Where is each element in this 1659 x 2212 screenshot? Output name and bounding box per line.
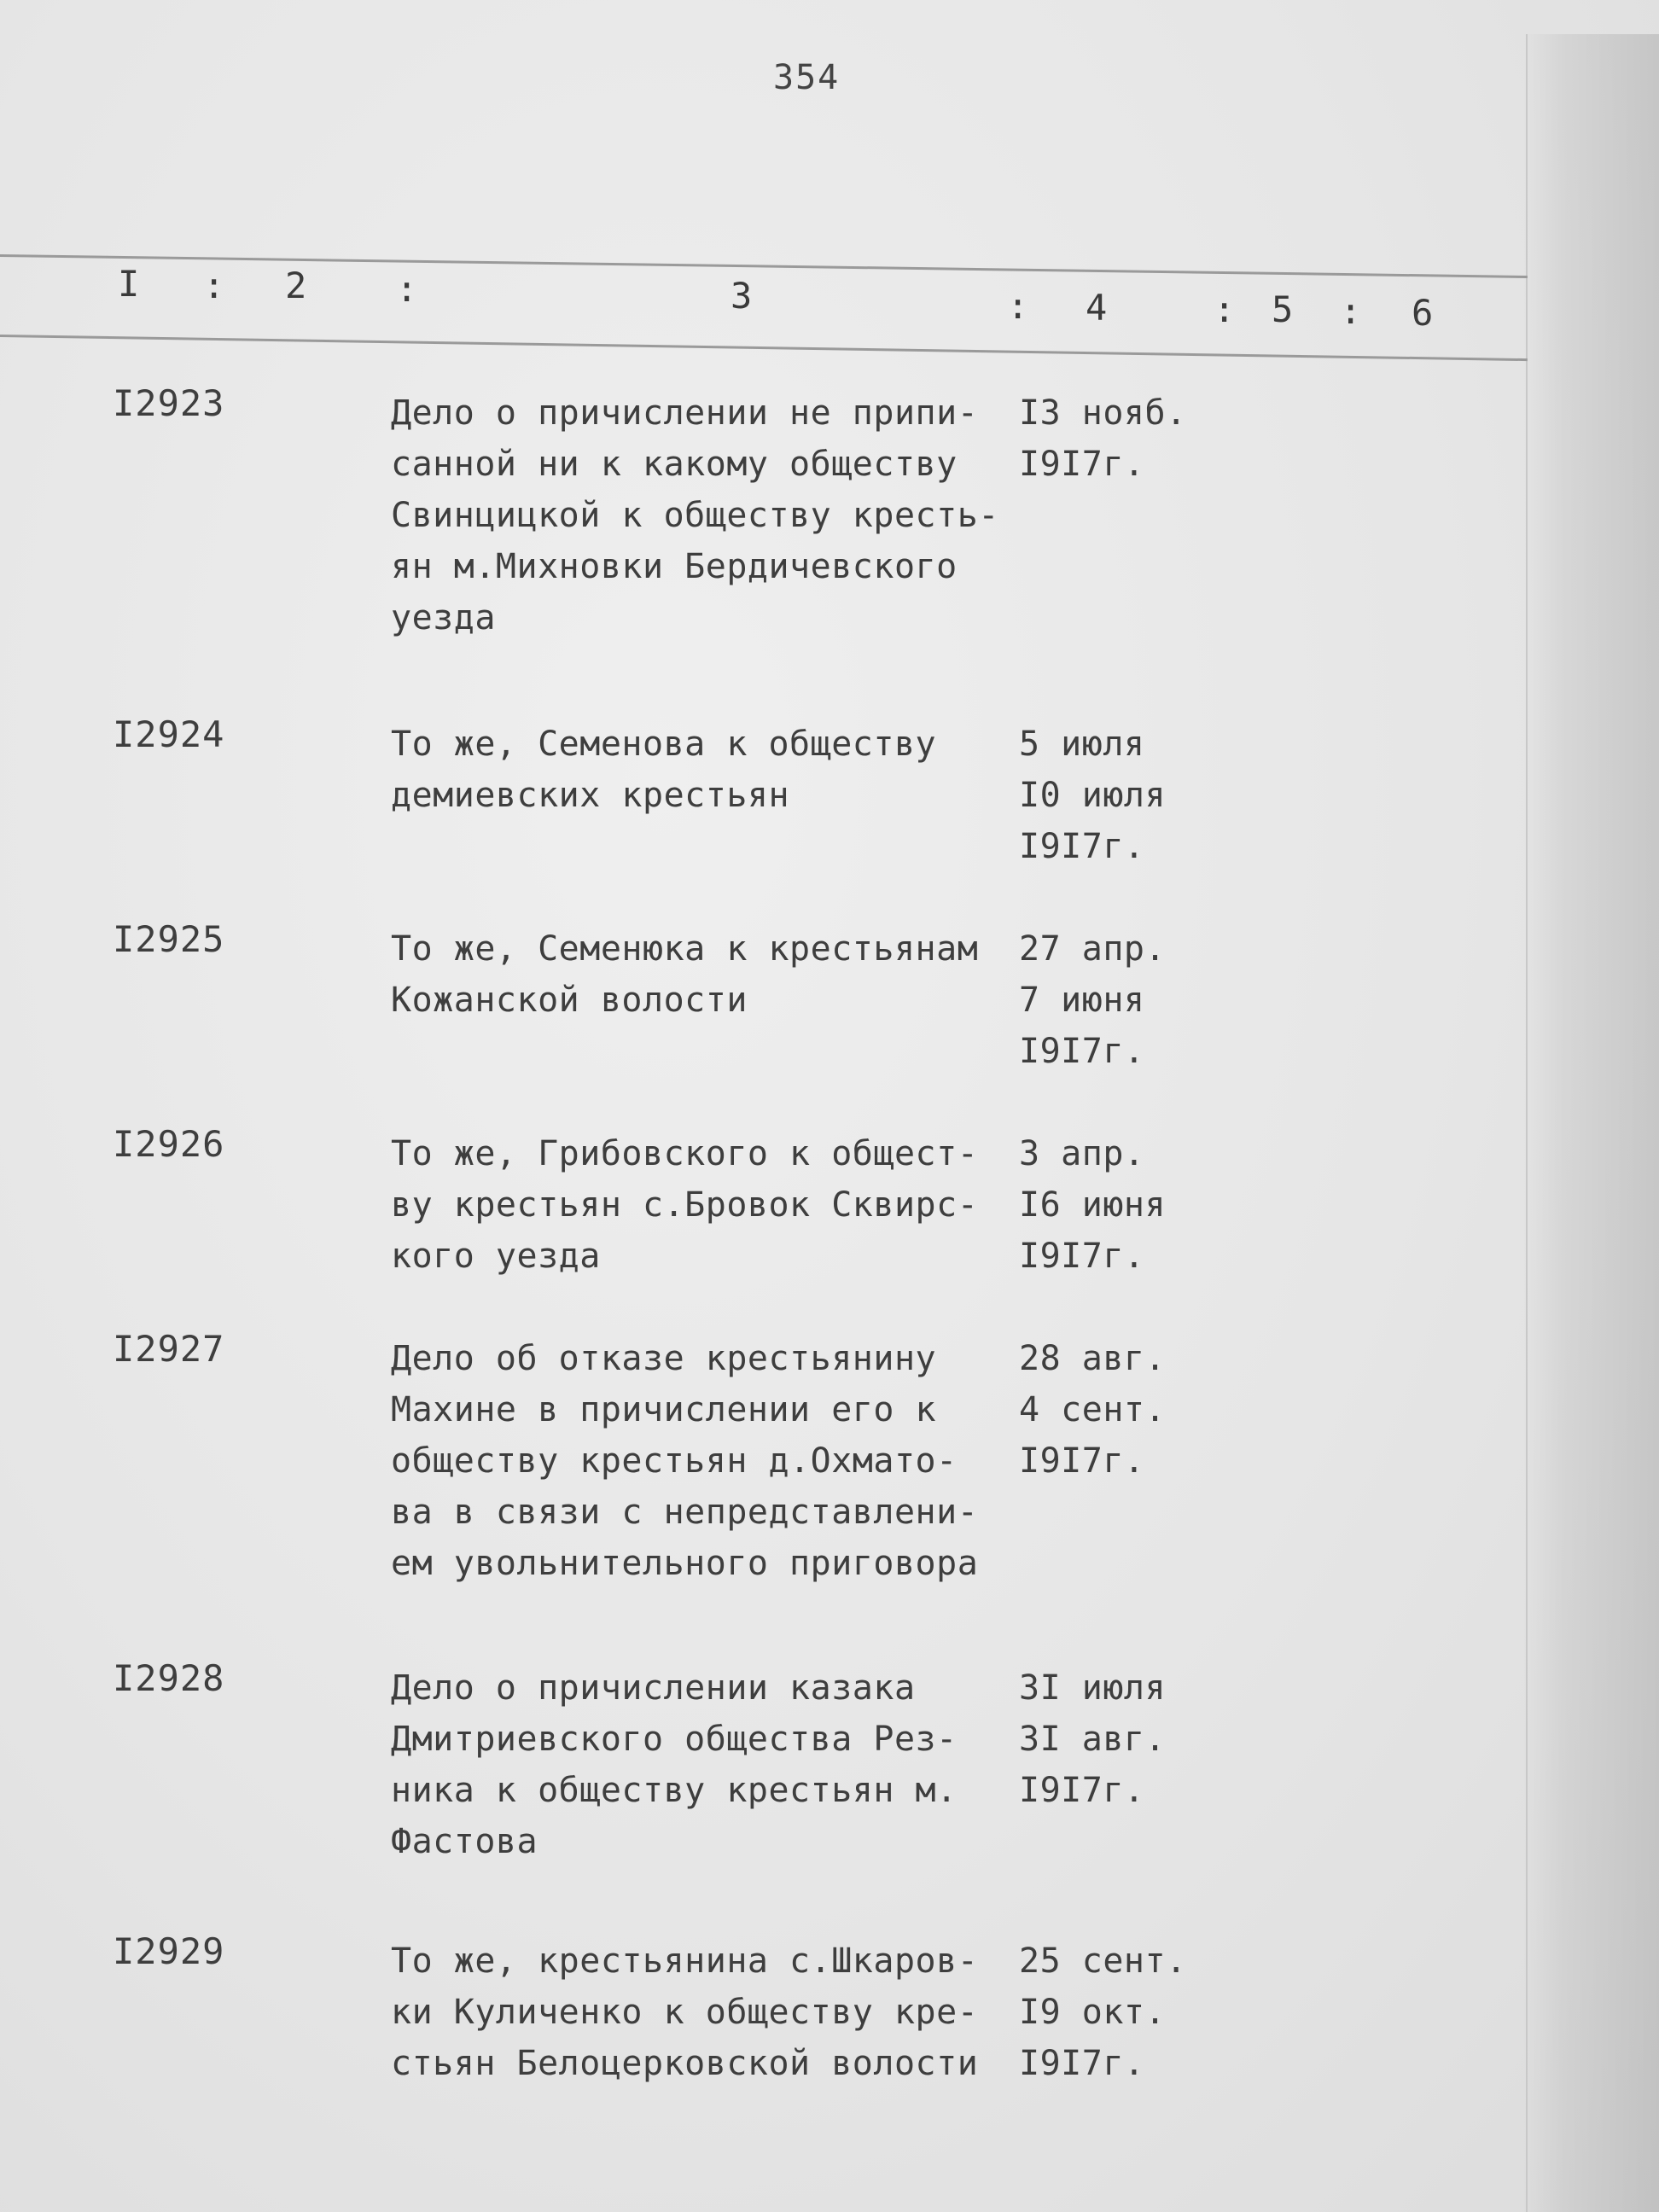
column-header-3: 3 [731,275,753,317]
record-number: I2929 [113,1930,225,1972]
record-number: I2927 [113,1328,225,1370]
column-separator: : [1007,285,1029,327]
column-separator: : [396,268,418,310]
record-number: I2924 [113,713,225,755]
record-description: Дело о причислении не припи- санной ни к какому обществу Свинцицкой к обществу кресть- ян м.Михновки Бердичевского уезда [391,393,999,637]
column-header-5: 5 [1272,288,1294,330]
column-separator: : [1340,290,1362,332]
page-edge-shadow [1522,34,1659,2212]
record-dates: 5 июля I0 июля I9I7г. [1019,725,1167,866]
record-dates: I3 нояб. I9I7г. [1019,393,1187,484]
record-number: I2923 [113,382,225,424]
record-description: Дело об отказе крестьянину Махине в причислении его к обществу крестьян д.Охмато- ва в связи с непредставлени- ем увольнительного приговора [391,1339,979,1583]
header-rule-bottom [0,335,1528,361]
record-dates: 28 авг. 4 сент. I9I7г. [1019,1339,1167,1481]
record-dates: 27 апр. 7 июня I9I7г. [1019,929,1167,1071]
column-separator: : [1214,288,1236,330]
record-description: То же, Семенюка к крестьянам Кожанской волости [391,929,979,1020]
record-description: То же, крестьянина с.Шкаров- ки Куличенко к обществу кре- стьян Белоцерковской волости [391,1941,979,2083]
header-rule-top [0,254,1528,278]
record-dates: 25 сент. I9 окт. I9I7г. [1019,1941,1187,2083]
page-number: 354 [773,58,841,97]
column-header-2: 2 [285,265,307,306]
record-description: То же, Семенова к обществу демиевских крестьян [391,725,937,815]
record-number: I2926 [113,1123,225,1165]
record-dates: 3I июля 3I авг. I9I7г. [1019,1668,1167,1810]
column-header-6: 6 [1412,292,1434,334]
record-number: I2925 [113,918,225,960]
record-dates: 3 апр. I6 июня I9I7г. [1019,1134,1167,1276]
column-header-4: 4 [1086,287,1108,329]
record-number: I2928 [113,1657,225,1699]
record-description: То же, Грибовского к общест- ву крестьян с.Бровок Сквирс- кого уезда [391,1134,979,1276]
record-description: Дело о причислении казака Дмитриевского общества Рез- ника к обществу крестьян м. Фастова [391,1668,958,1861]
column-header-1: I [118,263,140,305]
column-separator: : [203,265,225,306]
